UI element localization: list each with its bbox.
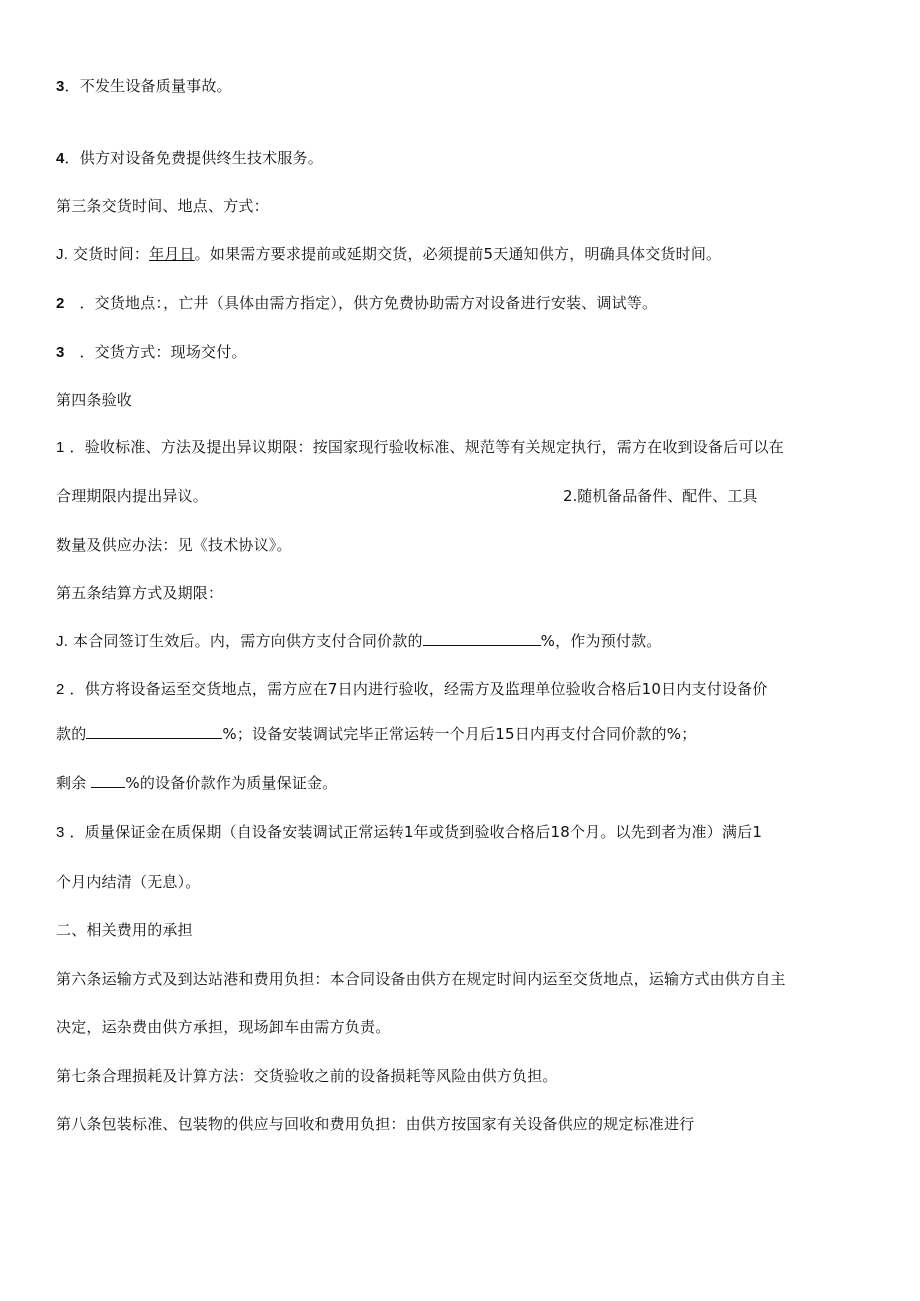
item-text: ．不发生设备质量事故。: [64, 77, 232, 95]
warranty-deposit-cont: [56, 872, 201, 892]
prepayment-item: [56, 631, 662, 652]
item-text: 个月内结清（无息）。: [56, 873, 201, 891]
item-text-cont: %；设备安装调试完毕正常运转一个月后15日内再支付合同价款的%；: [222, 725, 697, 743]
item-text: 第六条运输方式及到达站港和费用负担：本合同设备由供方在规定时间内运至交货地点，运输方式由供方自主: [56, 970, 786, 988]
clause-3-no-quality-accident: [56, 76, 232, 97]
retention-item: [56, 773, 337, 793]
article-heading-text: 第三条交货时间、地点、方式：: [56, 197, 269, 215]
article-8-packaging: [56, 1114, 694, 1134]
section-2-heading: [56, 920, 193, 940]
item-text: 剩余: [56, 774, 87, 792]
item-number: J.: [56, 246, 69, 263]
item-number: 1: [56, 439, 65, 456]
article-4-heading: [56, 390, 132, 410]
item-text: ．交货方式：现场交付。: [79, 343, 247, 361]
article-heading-text: 第五条结算方式及期限：: [56, 584, 224, 602]
item-text: 交货时间：: [73, 245, 150, 263]
item-text-cont: %的设备价款作为质量保证金。: [125, 774, 338, 792]
item-number: J.: [56, 633, 69, 650]
item-text: 第七条合理损耗及计算方法：交货验收之前的设备损耗等风险由供方负担。: [56, 1067, 558, 1085]
article-3-heading: [56, 196, 269, 216]
item-text: ．供方对设备免费提供终生技术服务。: [64, 149, 323, 167]
acceptance-standard-cont: [56, 486, 208, 506]
item-text: 决定，运杂费由供方承担，现场卸车由需方负责。: [56, 1018, 391, 1036]
spare-parts-cont: [56, 535, 292, 555]
clause-4-lifetime-service: [56, 148, 323, 169]
percent-blank: [91, 773, 125, 788]
item-number: 3: [56, 78, 65, 95]
item-text: 2.随机备品备件、配件、工具: [563, 487, 758, 505]
item-text: 款的: [56, 725, 87, 743]
item-text-cont: %，作为预付款。: [540, 632, 662, 650]
item-text-cont: 。如果需方要求提前或延期交货，必须提前5天通知供方，明确具体交货时间。: [194, 245, 722, 263]
item-text: 本合同签订生效后。内，需方向供方支付合同价款的: [73, 632, 423, 650]
item-number: 2: [56, 681, 65, 698]
warranty-deposit-item: [56, 822, 762, 843]
item-number: 2: [56, 295, 65, 312]
section-heading-text: 二、相关费用的承担: [56, 921, 193, 939]
item-text: ．供方将设备运至交货地点，需方应在7日内进行验收，经需方及监理单位验收合格后10日内支付设备价: [69, 680, 768, 698]
item-text: 第八条包装标准、包装物的供应与回收和费用负担：由供方按国家有关设备供应的规定标准进行: [56, 1115, 695, 1133]
date-placeholder: 年月日: [149, 245, 195, 263]
item-number: 4: [56, 150, 65, 167]
delivery-place-item: [56, 293, 657, 314]
percent-blank: [423, 631, 541, 646]
article-5-heading: [56, 583, 223, 603]
item-text: 数量及供应办法：见《技术协议》。: [56, 536, 292, 554]
item-text: ．质量保证金在质保期（自设备安装调试正常运转1年或货到验收合格后18个月。以先到者为准）满后1: [69, 823, 763, 841]
item-number: 3: [56, 344, 65, 361]
item-number: 3: [56, 824, 65, 841]
item-text: 合理期限内提出异议。: [56, 487, 209, 505]
article-6-transport: [56, 969, 786, 989]
item-text: ．交货地点：，亡井（具体由需方指定），供方免费协助需方对设备进行安装、调试等。: [79, 294, 658, 312]
article-7-losses: [56, 1066, 558, 1086]
equipment-payment-item: [56, 679, 768, 700]
percent-blank: [86, 724, 222, 739]
acceptance-standard-item: [56, 437, 784, 458]
delivery-method-item: [56, 342, 247, 363]
spare-parts-item: [563, 486, 757, 506]
article-6-transport-cont: [56, 1017, 390, 1037]
delivery-time-item: [56, 244, 721, 265]
item-text: ．验收标准、方法及提出异议期限：按国家现行验收标准、规范等有关规定执行，需方在收到设备后可以在: [69, 438, 784, 456]
equipment-payment-cont: [56, 724, 696, 744]
article-heading-text: 第四条验收: [56, 391, 133, 409]
